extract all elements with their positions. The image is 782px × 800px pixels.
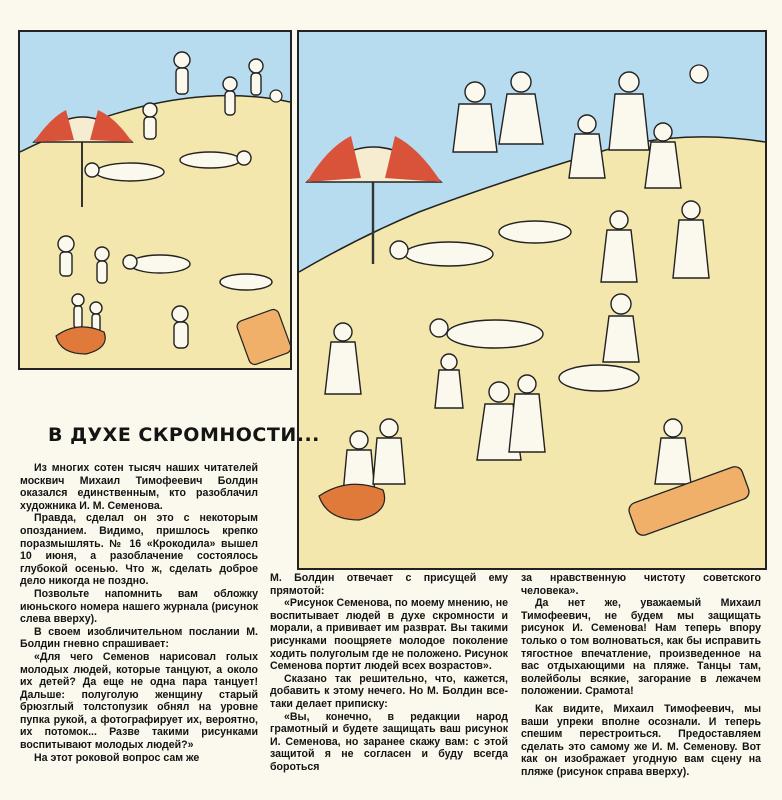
illustration-left-beach <box>18 30 292 370</box>
text-column-3 <box>521 572 761 779</box>
paragraph: Правда, сделал он это с некоторым опозданием. Видимо, пришлось крепко поразмышлять. № 16 «Крокодила» вышел 10 июня, а разоблачение состоялось глубокой осенью. Что ж, сделать доброе дело никогда не поздно. <box>20 512 258 588</box>
paragraph: «Для чего Семенов нарисовал голых молодых людей, которые танцуют, а около их детей? Да еще не одна пара танцует! Дальше: полуголую женщину старый брюзглый толстопузик обнял на уровне пупка рукой, а фотографирует их, вероятно, их потомок... Разве такими рисунками воспитывают молодых людей?» <box>20 650 258 752</box>
paragraph: Да нет же, уважаемый Михаил Тимофеевич, не будем мы защищать рисунок И. Семенова! Нам теперь впору только о том волноваться, как бы исправить тягостное впечатление, произведенное на вас отдыхающими на пляже. Танцы там, волейболы всякие, загорание в лежачем положении. Срамота! <box>521 597 761 698</box>
paragraph: Как видите, Михаил Тимофеевич, мы ваши упреки вполне осознали. И теперь спешим перестроиться. Предоставляем сделать это самому же И. М. Семенову. Вот как он изображает угодную вам сцену на пляже (рисунок справа вверху). <box>521 702 761 778</box>
illustration-right-beach <box>297 30 767 570</box>
modest-beach-scene-drawing <box>299 32 765 568</box>
paragraph: «Рисунок Семенова, по моему мнению, не воспитывает людей в духе скромности и морали, а прививает им разврат. Вы такими рисунками поощряете молодое поколение ходить полуголым где не положено. Рисунок Семенова портит людей всех возрастов». <box>270 597 508 673</box>
paragraph: В своем изобличительном послании М. Болдин гневно спрашивает: <box>20 625 258 651</box>
paragraph: Из многих сотен тысяч наших читателей москвич Михаил Тимофеевич Болдин оказался единственным, кто разоблачил художника И. М. Семенова. <box>20 462 258 512</box>
text-column-1 <box>20 462 258 764</box>
paragraph: «Вы, конечно, в редакции народ грамотный и будете защищать ваш рисунок И. Семенова, но заранее скажу вам: с этой защитой я не согласен и буду всегда бороться <box>270 710 508 773</box>
paragraph: за нравственную чистоту советского человека». <box>521 572 761 597</box>
paragraph: Сказано так решительно, что, кажется, добавить к этому нечего. Но М. Болдин все-таки делает приписку: <box>270 672 508 710</box>
article-headline: В ДУХЕ СКРОМНОСТИ... <box>48 424 320 446</box>
paragraph: М. Болдин отвечает с присущей ему прямотой: <box>270 572 508 597</box>
text-column-2 <box>270 572 508 774</box>
beach-scene-drawing <box>20 32 290 368</box>
paragraph: На этот роковой вопрос сам же <box>34 751 200 764</box>
paragraph: Позвольте напомнить вам обложку июньского номера нашего журнала (рисунок слева вверху). <box>20 587 258 626</box>
